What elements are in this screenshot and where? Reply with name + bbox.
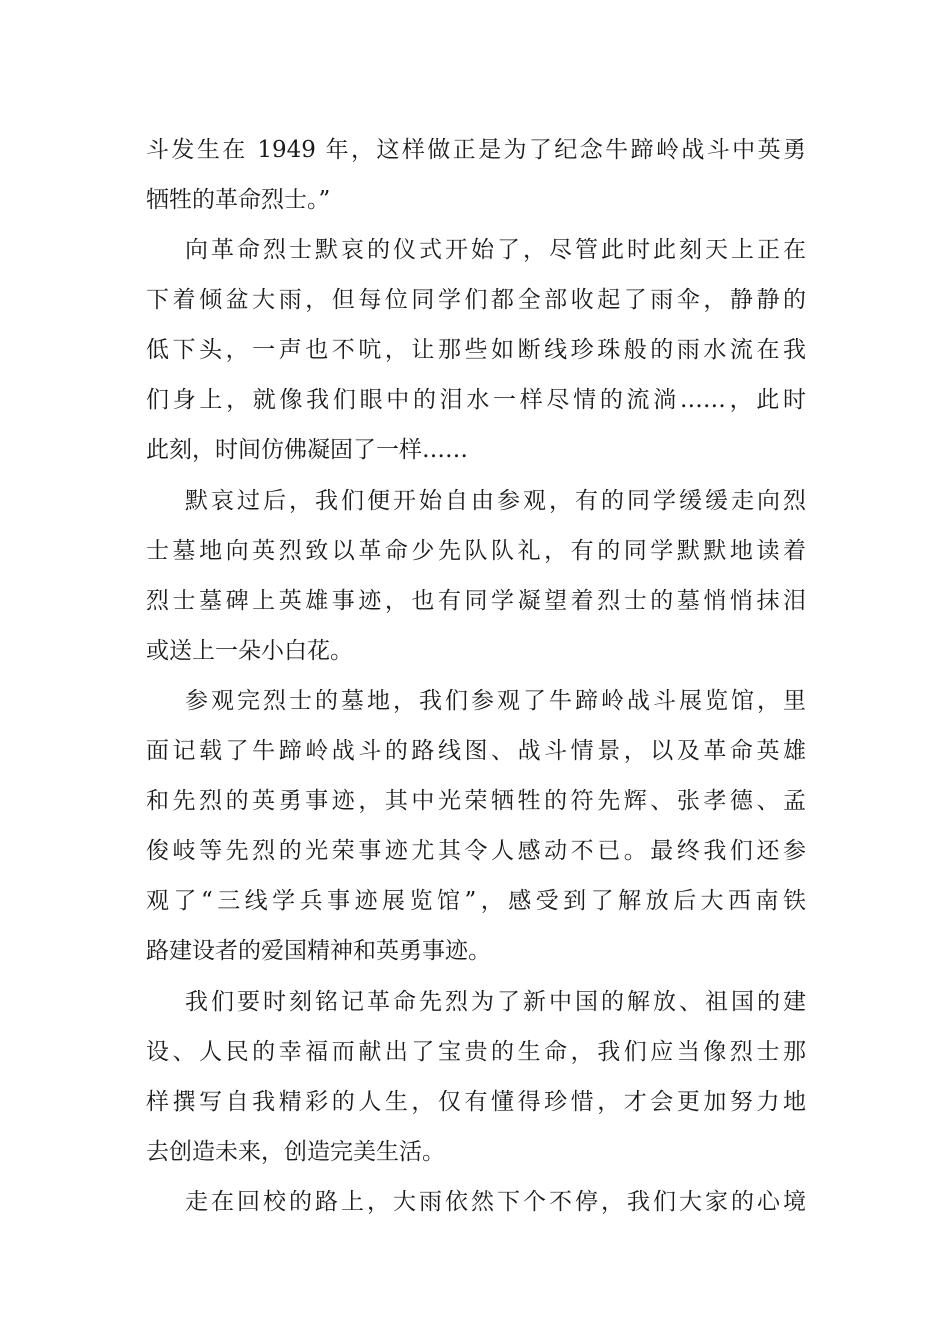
text-line: 或送上一朵小白花。 <box>146 638 353 664</box>
text-line: 低下头，一声也不吭，让那些如断线珍珠般的雨水流在我 <box>146 337 806 363</box>
text-line: 此刻，时间仿佛凝固了一样…… <box>146 437 468 463</box>
text-line: 去创造未来，创造完美生活。 <box>146 1139 445 1165</box>
paragraph-first-line: 参观完烈士的墓地，我们参观了牛蹄岭战斗展览馆，里 <box>185 688 806 714</box>
text-line: 路建设者的爱国精神和英勇事迹。 <box>146 938 491 964</box>
paragraph-first-line: 我们要时刻铭记革命先烈为了新中国的解放、祖国的建 <box>185 989 806 1015</box>
paragraph-first-line: 默哀过后，我们便开始自由参观，有的同学缓缓走向烈 <box>185 488 806 514</box>
text-line: 斗发生在 1949 年，这样做正是为了纪念牛蹄岭战斗中英勇 <box>146 137 806 163</box>
text-line: 下着倾盆大雨，但每位同学们都全部收起了雨伞，静静的 <box>146 287 806 313</box>
text-line: 士墓地向英烈致以革命少先队队礼，有的同学默默地读着 <box>146 538 806 564</box>
paragraph-first-line: 向革命烈士默哀的仪式开始了，尽管此时此刻天上正在 <box>185 237 806 263</box>
text-line: 俊岐等先烈的光荣事迹尤其令人感动不已。最终我们还参 <box>146 838 806 864</box>
text-line: 设、人民的幸福而献出了宝贵的生命，我们应当像烈士那 <box>146 1039 806 1065</box>
text-line: 样撰写自我精彩的人生，仅有懂得珍惜，才会更加努力地 <box>146 1089 806 1115</box>
paragraph-first-line: 走在回校的路上，大雨依然下个不停，我们大家的心境 <box>185 1189 806 1215</box>
text-line: 和先烈的英勇事迹，其中光荣牺牲的符先辉、张孝德、孟 <box>146 788 806 814</box>
text-line: 牺牲的革命烈士。” <box>146 187 331 213</box>
text-line: 们身上，就像我们眼中的泪水一样尽情的流淌……，此时 <box>146 387 806 413</box>
text-line: 烈士墓碑上英雄事迹，也有同学凝望着烈士的墓悄悄抹泪 <box>146 588 806 614</box>
text-line: 观了“三线学兵事迹展览馆”，感受到了解放后大西南铁 <box>146 888 806 914</box>
text-line: 面记载了牛蹄岭战斗的路线图、战斗情景，以及革命英雄 <box>146 738 806 764</box>
